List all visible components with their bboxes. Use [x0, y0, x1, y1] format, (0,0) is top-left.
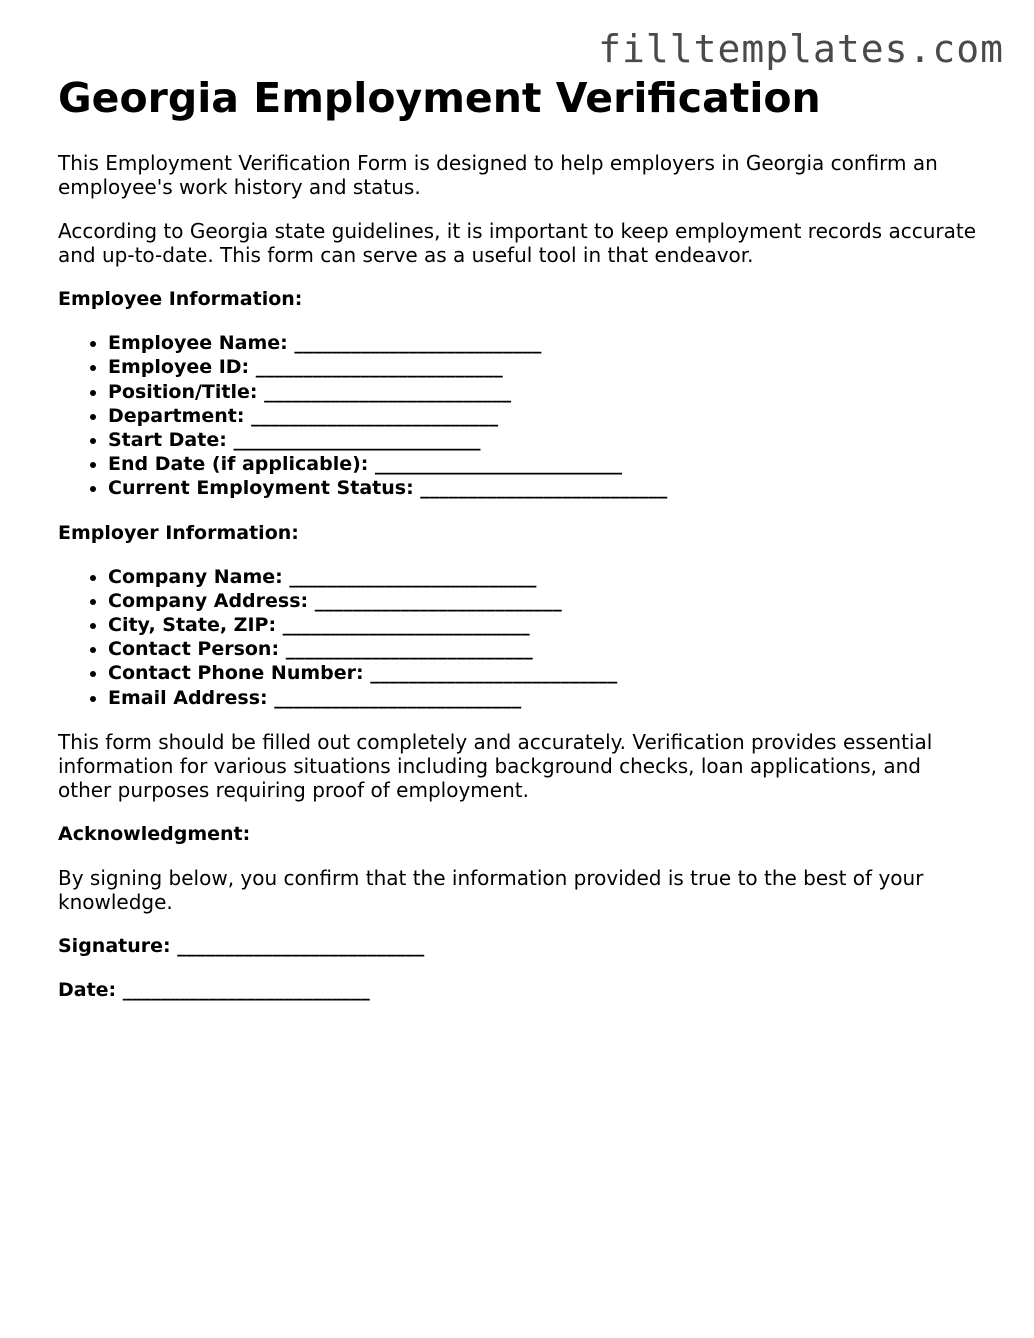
end-date-field[interactable]: • End Date (if applicable): __________________________ — [108, 452, 978, 476]
employer-section-heading: Employer Information: — [58, 521, 299, 544]
employee-id-field[interactable]: • Employee ID: __________________________ — [108, 355, 978, 379]
page-title: Georgia Employment Verification — [58, 74, 821, 122]
company-address-field[interactable]: • Company Address: __________________________ — [108, 589, 978, 613]
employee-name-field[interactable]: • Employee Name: __________________________ — [108, 331, 978, 355]
signature-field[interactable]: Signature: __________________________ — [58, 934, 425, 957]
employee-section-heading: Employee Information: — [58, 288, 303, 311]
note-paragraph: This form should be filled out completely and accurately. Verification provides essential information for various situations including background checks, loan applications, and other purposes requiring proof of employment. — [58, 729, 933, 802]
intro-paragraph-1: This Employment Verification Form is designed to help employers in Georgia confirm an employee's work history and status. — [58, 151, 938, 200]
employee-fields-list — [58, 331, 978, 500]
position-title-field[interactable]: • Position/Title: __________________________ — [108, 380, 978, 404]
contact-person-field[interactable]: • Contact Person: __________________________ — [108, 637, 978, 661]
city-state-zip-field[interactable]: • City, State, ZIP: __________________________ — [108, 613, 978, 637]
acknowledgment-text: By signing below, you confirm that the information provided is true to the best of your knowledge. — [58, 865, 924, 914]
department-field[interactable]: • Department: __________________________ — [108, 404, 978, 428]
company-name-field[interactable]: • Company Name: __________________________ — [108, 565, 978, 589]
email-address-field[interactable]: • Email Address: __________________________ — [108, 686, 978, 710]
start-date-field[interactable]: • Start Date: __________________________ — [108, 428, 978, 452]
date-field[interactable]: Date: __________________________ — [58, 978, 370, 1001]
employment-status-field[interactable]: • Current Employment Status: __________________________ — [108, 476, 978, 500]
acknowledgment-heading: Acknowledgment: — [58, 822, 251, 845]
watermark: filltemplates.com — [598, 27, 1004, 71]
intro-paragraph-2: According to Georgia state guidelines, it is important to keep employment records accurate and up-to-date. This form can serve as a useful tool in that endeavor. — [58, 219, 977, 268]
contact-phone-field[interactable]: • Contact Phone Number: __________________________ — [108, 661, 978, 685]
employer-fields-list — [58, 565, 978, 710]
document-body — [58, 74, 978, 1022]
